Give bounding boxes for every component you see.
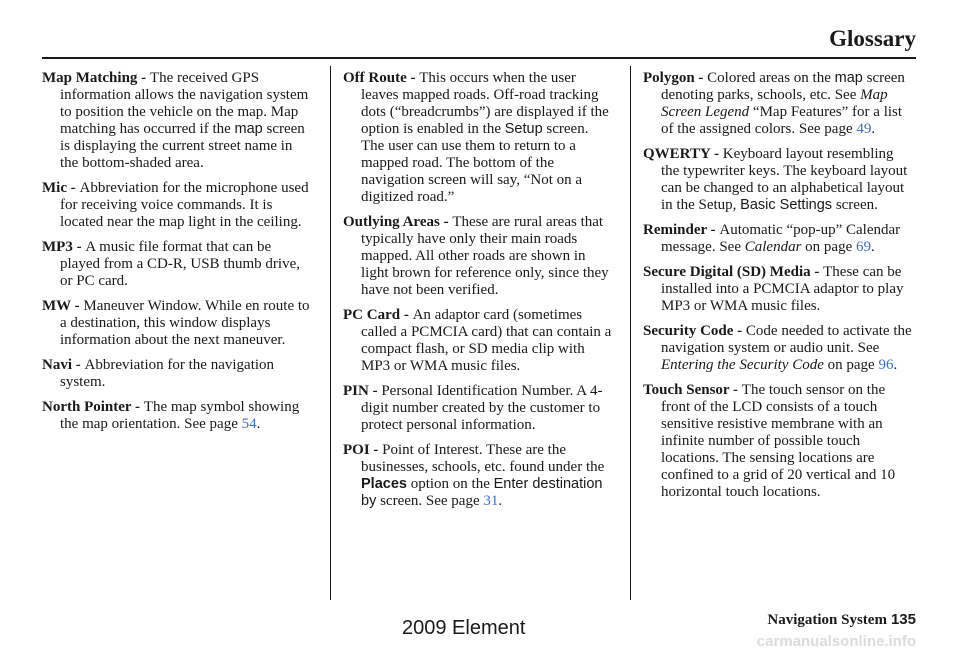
page-title: Glossary bbox=[829, 26, 916, 51]
section-reference: Map Screen Legend bbox=[661, 87, 888, 120]
entry-text: Point of Interest. These are the businesses, schools, etc. found under the bbox=[361, 442, 605, 475]
section-reference: Entering the Security Code bbox=[661, 357, 824, 373]
entry-text: The map symbol showing the map orientation. See page bbox=[60, 399, 300, 432]
entry-text: A music file format that can be played from a CD-R, USB thumb drive, or PC card. bbox=[60, 239, 300, 289]
entry-text: screen is displaying the current street name in the bottom-shaded area. bbox=[60, 121, 305, 171]
entry-text: The touch sensor on the front of the LCD consists of a touch sensitive resistive membrane with an infinite number of possible touch locations. The sensing locations are confined to a grid of 20 vertical and 10 horizontal touch locations. bbox=[661, 382, 896, 500]
entry-text: . bbox=[870, 239, 875, 255]
glossary-entry-pin bbox=[343, 383, 615, 434]
entry-text: Maneuver Window. While en route to a destination, this window displays information about the next maneuver. bbox=[60, 298, 310, 348]
entry-text: Code needed to activate the navigation system or audio unit. See bbox=[661, 323, 912, 356]
entry-text: . bbox=[498, 493, 503, 509]
glossary-entry-security-code bbox=[643, 323, 915, 374]
entry-term: Outlying Areas - bbox=[343, 214, 453, 230]
header-rule bbox=[42, 57, 916, 59]
glossary-entry-qwerty bbox=[643, 146, 915, 214]
glossary-entry-north-pointer bbox=[42, 399, 314, 433]
entry-text: An adaptor card (sometimes called a PCMCIA card) that can contain a compact flash, or SD media clip with MP3 or WMA music files. bbox=[361, 307, 612, 374]
ui-screen-name: Basic Settings bbox=[740, 197, 833, 213]
page-link[interactable]: 69 bbox=[855, 239, 871, 255]
glossary-entry-outlying-areas bbox=[343, 214, 615, 299]
ui-screen-name: map bbox=[834, 70, 863, 86]
glossary-entry-navi bbox=[42, 357, 314, 391]
entry-text: Keyboard layout resembling the typewriter keys. The keyboard layout can be changed to an alphabetical layout in the Setup, bbox=[661, 146, 908, 213]
entry-text: The received GPS information allows the navigation system to position the vehicle on the map. Map matching has occurred if the bbox=[60, 70, 309, 137]
ui-option-name: Places bbox=[361, 476, 407, 492]
entry-term: Touch Sensor - bbox=[643, 382, 742, 398]
entry-term: MW - bbox=[42, 298, 84, 314]
entry-text: . bbox=[256, 416, 261, 432]
entry-term: Secure Digital (SD) Media - bbox=[643, 264, 824, 280]
watermark-site: carmanualsonline.info bbox=[756, 633, 916, 650]
footer-label: Navigation System bbox=[767, 612, 887, 628]
entry-text: . bbox=[893, 357, 898, 373]
entry-text: on page bbox=[801, 239, 856, 255]
glossary-column-3 bbox=[643, 70, 915, 509]
watermark-model: 2009 Element bbox=[402, 617, 526, 639]
entry-text: This occurs when the user leaves mapped roads. Off-road tracking dots (“breadcrumbs”) are displayed if the option is enabled in the bbox=[361, 70, 609, 137]
entry-text: screen. See page bbox=[376, 493, 484, 509]
entry-text: These can be installed into a PCMCIA adaptor to play MP3 or WMA music files. bbox=[661, 264, 904, 314]
entry-term: QWERTY - bbox=[643, 146, 723, 162]
glossary-entry-mw bbox=[42, 298, 314, 349]
entry-text: Abbreviation for the navigation system. bbox=[60, 357, 275, 390]
glossary-entry-reminder bbox=[643, 222, 915, 256]
entry-term: North Pointer - bbox=[42, 399, 144, 415]
entry-text: “Map Features” for a list of the assigned colors. See page bbox=[661, 104, 903, 137]
ui-screen-name: Setup bbox=[504, 121, 543, 137]
page-link[interactable]: 49 bbox=[856, 121, 872, 137]
glossary-column-2 bbox=[343, 70, 615, 518]
entry-term: Map Matching - bbox=[42, 70, 150, 86]
glossary-entry-map-matching bbox=[42, 70, 314, 172]
entry-term: Reminder - bbox=[643, 222, 720, 238]
entry-text: . bbox=[871, 121, 876, 137]
watermark bbox=[0, 615, 960, 655]
page-number: 135 bbox=[890, 611, 916, 628]
ui-screen-name: Enter destination by bbox=[361, 476, 603, 509]
entry-text: Colored areas on the bbox=[707, 70, 835, 86]
glossary-entry-polygon bbox=[643, 70, 915, 138]
column-divider bbox=[630, 66, 631, 600]
entry-term: Polygon - bbox=[643, 70, 708, 86]
entry-term: Off Route - bbox=[343, 70, 420, 86]
entry-text: These are rural areas that typically have only their main roads mapped. All other roads are shown in light brown for reference only, since they have not been verified. bbox=[361, 214, 609, 298]
glossary-entry-touch-sensor bbox=[643, 382, 915, 501]
entry-term: PC Card - bbox=[343, 307, 413, 323]
column-divider bbox=[330, 66, 331, 600]
entry-term: PIN - bbox=[343, 383, 382, 399]
section-reference: Calendar bbox=[744, 239, 802, 255]
entry-term: Navi - bbox=[42, 357, 85, 373]
entry-text: Automatic “pop-up” Calendar message. See bbox=[661, 222, 901, 255]
entry-text: screen. bbox=[832, 197, 878, 213]
ui-screen-name: map bbox=[234, 121, 263, 137]
page-link[interactable]: 54 bbox=[241, 416, 257, 432]
entry-term: Security Code - bbox=[643, 323, 746, 339]
glossary-column-1 bbox=[42, 70, 314, 441]
page-link[interactable]: 96 bbox=[878, 357, 894, 373]
glossary-entry-sd-media bbox=[643, 264, 915, 315]
glossary-entry-mp3 bbox=[42, 239, 314, 290]
entry-text: option on the bbox=[406, 476, 494, 492]
entry-text: screen. The user can use them to return to a mapped road. The bottom of the navigation screen will say, “Not on a digitized road.” bbox=[361, 121, 589, 205]
glossary-entry-poi bbox=[343, 442, 615, 510]
entry-term: POI - bbox=[343, 442, 383, 458]
glossary-entry-off-route bbox=[343, 70, 615, 206]
glossary-entry-pc-card bbox=[343, 307, 615, 375]
entry-text: Abbreviation for the microphone used for receiving voice commands. It is located near the map light in the ceiling. bbox=[60, 180, 309, 230]
entry-term: MP3 - bbox=[42, 239, 86, 255]
entry-text: screen denoting parks, schools, etc. See bbox=[661, 70, 905, 103]
page-link[interactable]: 31 bbox=[483, 493, 499, 509]
entry-term: Mic - bbox=[42, 180, 80, 196]
entry-text: on page bbox=[823, 357, 879, 373]
glossary-entry-mic bbox=[42, 180, 314, 231]
entry-text: Personal Identification Number. A 4-digit number created by the customer to protect personal information. bbox=[361, 383, 603, 433]
